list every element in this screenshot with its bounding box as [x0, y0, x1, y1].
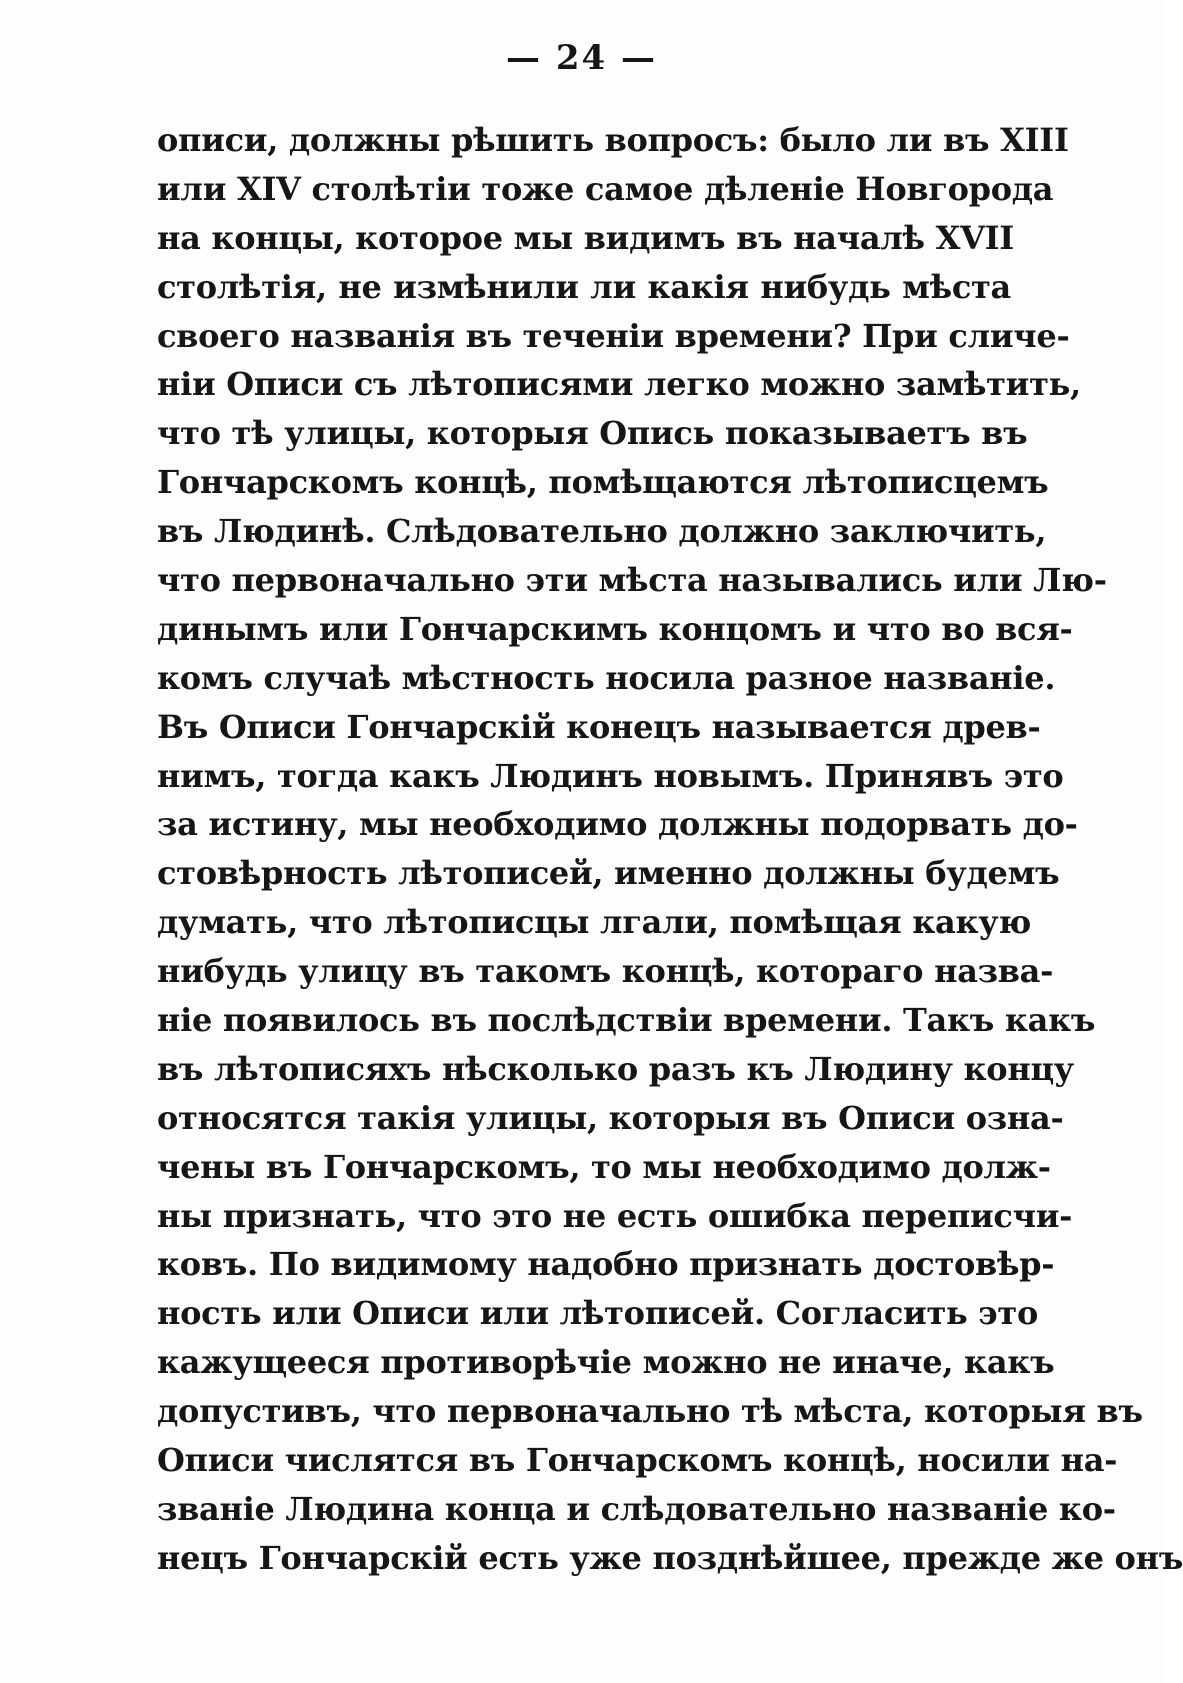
text-line: нимъ, тогда какъ Людинъ новымъ. Принявъ это — [157, 756, 1064, 795]
body-text — [157, 116, 1183, 1583]
text-line: ны признать, что это не есть ошибка переписчи- — [157, 1196, 1073, 1235]
text-line: ніе появилось въ послѣдствіи времени. Такъ какъ — [157, 1001, 1096, 1040]
text-line: въ Людинѣ. Слѣдовательно должно заключить, — [157, 512, 1047, 551]
text-line: за истину, мы необходимо должны подорвать до- — [157, 805, 1078, 844]
text-line: кажущееся противорѣчіе можно не иначе, какъ — [157, 1343, 1055, 1382]
text-line: ковъ. По видимому надобно признать достовѣр- — [157, 1245, 1055, 1284]
text-line: Описи числятся въ Гончарскомъ концѣ, носили на- — [157, 1441, 1118, 1480]
text-line: столѣтія, не измѣнили ли какія нибудь мѣста — [157, 267, 1011, 306]
text-line: динымъ или Гончарскимъ концомъ и что во вся- — [157, 609, 1073, 648]
text-line: что тѣ улицы, которыя Опись показываетъ въ — [157, 414, 1028, 453]
text-line: ность или Описи или лѣтописей. Согласить это — [157, 1294, 1039, 1333]
text-line: въ лѣтописяхъ нѣсколько разъ къ Людину концу — [157, 1049, 1074, 1088]
text-line: своего названія въ теченіи времени? При сличе- — [157, 316, 1070, 355]
text-line: стовѣрность лѣтописей, именно должны будемъ — [157, 854, 1060, 893]
text-line: Въ Описи Гончарскій конецъ называется древ- — [157, 707, 1041, 746]
text-line: допустивъ, что первоначально тѣ мѣста, которыя въ — [157, 1392, 1143, 1431]
text-line: описи, должны рѣшить вопросъ: было ли въ XIII — [157, 121, 1069, 159]
text-line: чены въ Гончарскомъ, то мы необходимо долж- — [157, 1147, 1051, 1186]
text-line: ніи Описи съ лѣтописями легко можно замѣтить, — [157, 365, 1081, 404]
text-line: званіе Людина конца и слѣдовательно названіе ко- — [157, 1489, 1116, 1528]
text-line: Гончарскомъ концѣ, помѣщаются лѣтописцемъ — [157, 463, 1049, 502]
page-number: — 24 — — [506, 38, 657, 78]
text-line: думать, что лѣтописцы лгали, помѣщая какую — [157, 903, 1031, 942]
text-line: на концы, которое мы видимъ въ началѣ XVII — [157, 218, 1014, 257]
text-line: нибудь улицу въ такомъ концѣ, котораго назва- — [157, 952, 1054, 991]
text-line: относятся такія улицы, которыя въ Описи озна- — [157, 1098, 1064, 1137]
text-line: нецъ Гончарскій есть уже позднѣйшее, прежде же онъ — [157, 1538, 1183, 1577]
text-line: комъ случаѣ мѣстность носила разное названіе. — [157, 658, 1056, 697]
text-line: что первоначально эти мѣста назывались или Лю- — [157, 561, 1107, 600]
text-line: или XIV столѣтіи тоже самое дѣленіе Новгорода — [157, 169, 1054, 208]
